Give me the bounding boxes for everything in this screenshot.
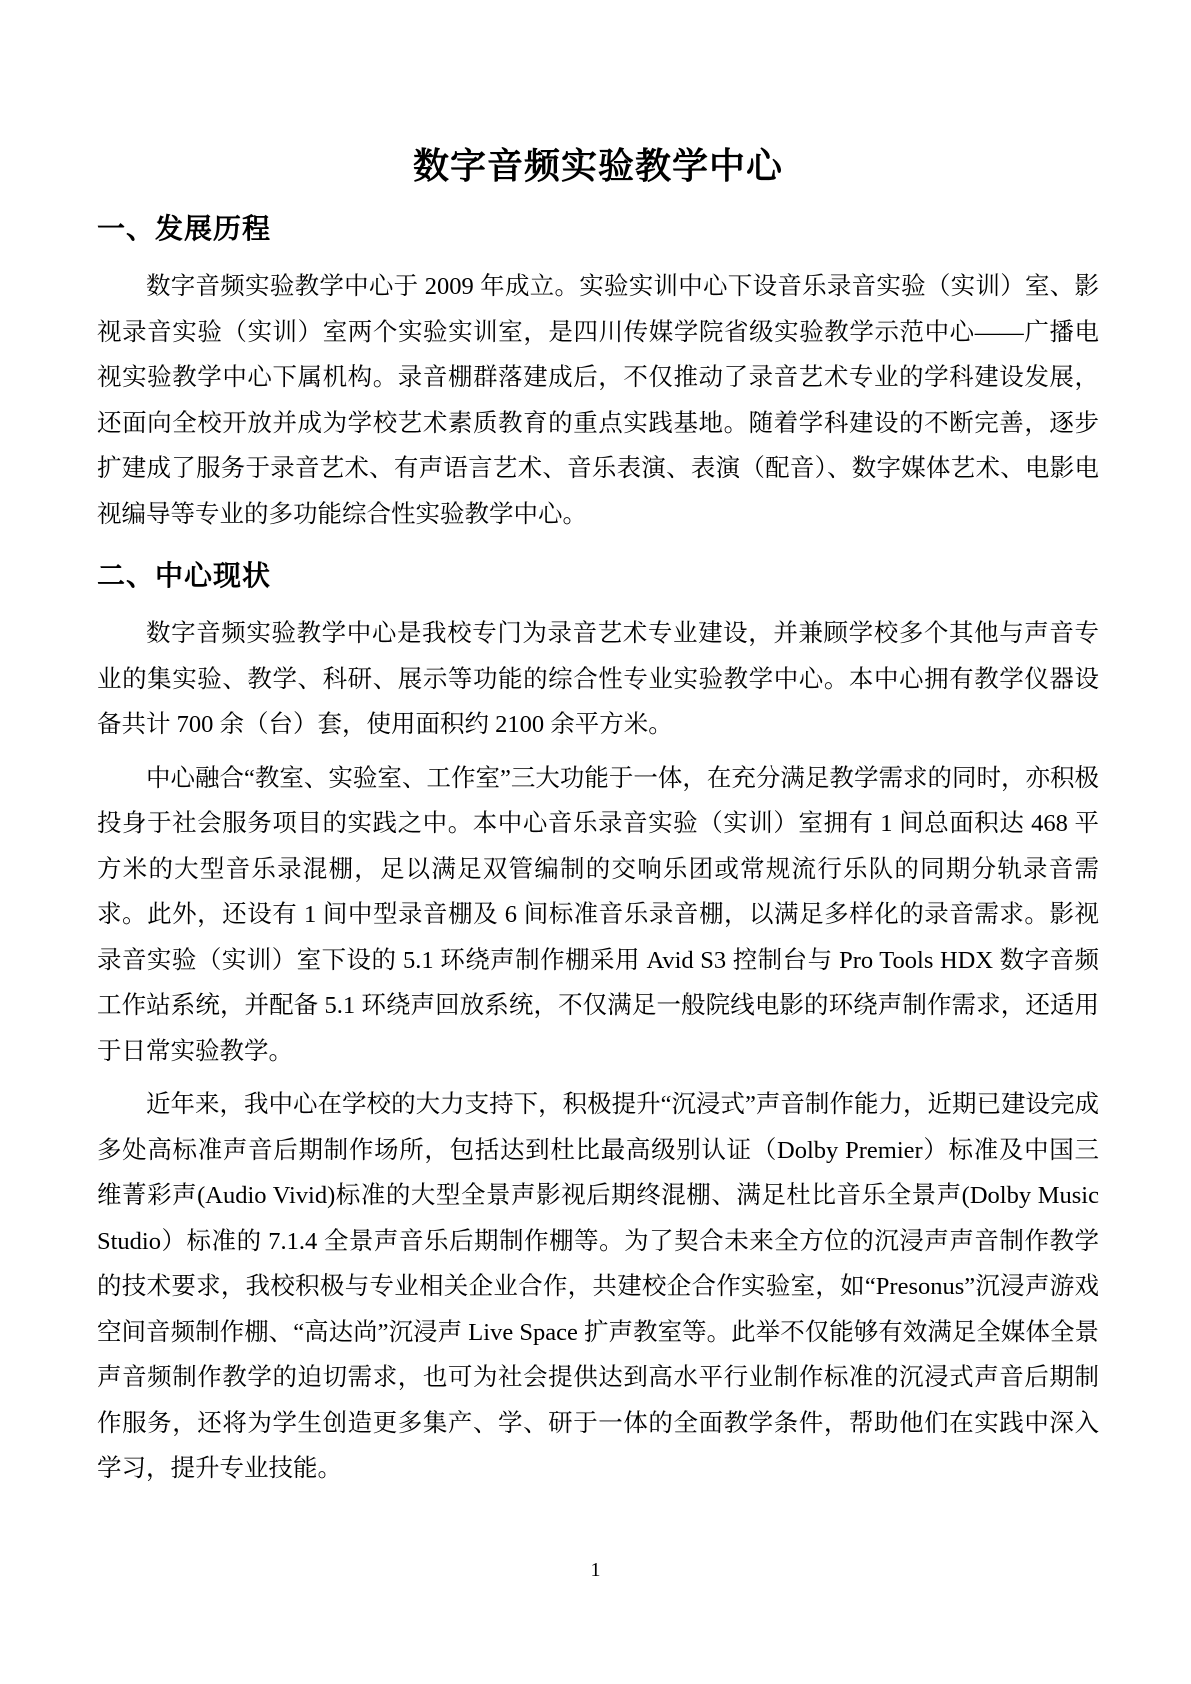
page-number: 1 bbox=[590, 1559, 601, 1581]
section-heading-center-status: 二、中心现状 bbox=[97, 561, 272, 592]
paragraph-facilities: 中心融合“教室、实验室、工作室”三大功能于一体，在充分满足教学需求的同时，亦积极投身于社会服务项目的实践之中。本中心音乐录音实验（实训）室拥有 1 间总面积达 468 平方米的大型音乐录混棚，足以满足双管编制的交响乐团或常规流行乐队的同期分轨录音需求。此外，还设有 1 间中型录音棚及 6 间标准音乐录音棚，以满足多样化的录音需求。影视录音实验（实训）室下设的 5.1 环绕声制作棚采用 Avid S3 控制台与 Pro Tools HDX 数字音频工作站系统，并配备 5.1 环绕声回放系统，不仅满足一般院线电影的环绕声制作需求，还适用于日常实验教学。 bbox=[97, 764, 1099, 1065]
paragraph-development-history: 数字音频实验教学中心于 2009 年成立。实验实训中心下设音乐录音实验（实训）室、影视录音实验（实训）室两个实验实训室，是四川传媒学院省级实验教学示范中心——广播电视实验教学中心下属机构。录音棚群落建成后，不仅推动了录音艺术专业的学科建设发展，还面向全校开放并成为学校艺术素质教育的重点实践基地。随着学科建设的不断完善，逐步扩建成了服务于录音艺术、有声语言艺术、音乐表演、表演（配音）、数字媒体艺术、电影电视编导等专业的多功能综合性实验教学中心。 bbox=[97, 273, 1099, 528]
paragraph-immersive-audio: 近年来，我中心在学校的大力支持下，积极提升“沉浸式”声音制作能力，近期已建设完成多处高标准声音后期制作场所，包括达到杜比最高级别认证（Dolby Premier）标准及中国三维菁彩声(Audio Vivid)标准的大型全景声影视后期终混棚、满足杜比音乐全景声(Dolby Music Studio）标准的 7.1.4 全景声音乐后期制作棚等。为了契合未来全方位的沉浸声声音制作教学的技术要求，我校积极与专业相关企业合作，共建校企合作实验室，如“Presonus”沉浸声游戏空间音频制作棚、“高达尚”沉浸声 Live Space 扩声教室等。此举不仅能够有效满足全媒体全景声音频制作教学的迫切需求，也可为社会提供达到高水平行业制作标准的沉浸式声音后期制作服务，还将为学生创造更多集产、学、研于一体的全面教学条件，帮助他们在实践中深入学习，提升专业技能。 bbox=[97, 1091, 1099, 1482]
document-title: 数字音频实验教学中心 bbox=[412, 146, 783, 186]
paragraph-center-overview: 数字音频实验教学中心是我校专门为录音艺术专业建设，并兼顾学校多个其他与声音专业的集实验、教学、科研、展示等功能的综合性专业实验教学中心。本中心拥有教学仪器设备共计 700 余（台）套，使用面积约 2100 余平方米。 bbox=[97, 620, 1099, 738]
section-heading-development-history: 一、发展历程 bbox=[97, 214, 272, 245]
